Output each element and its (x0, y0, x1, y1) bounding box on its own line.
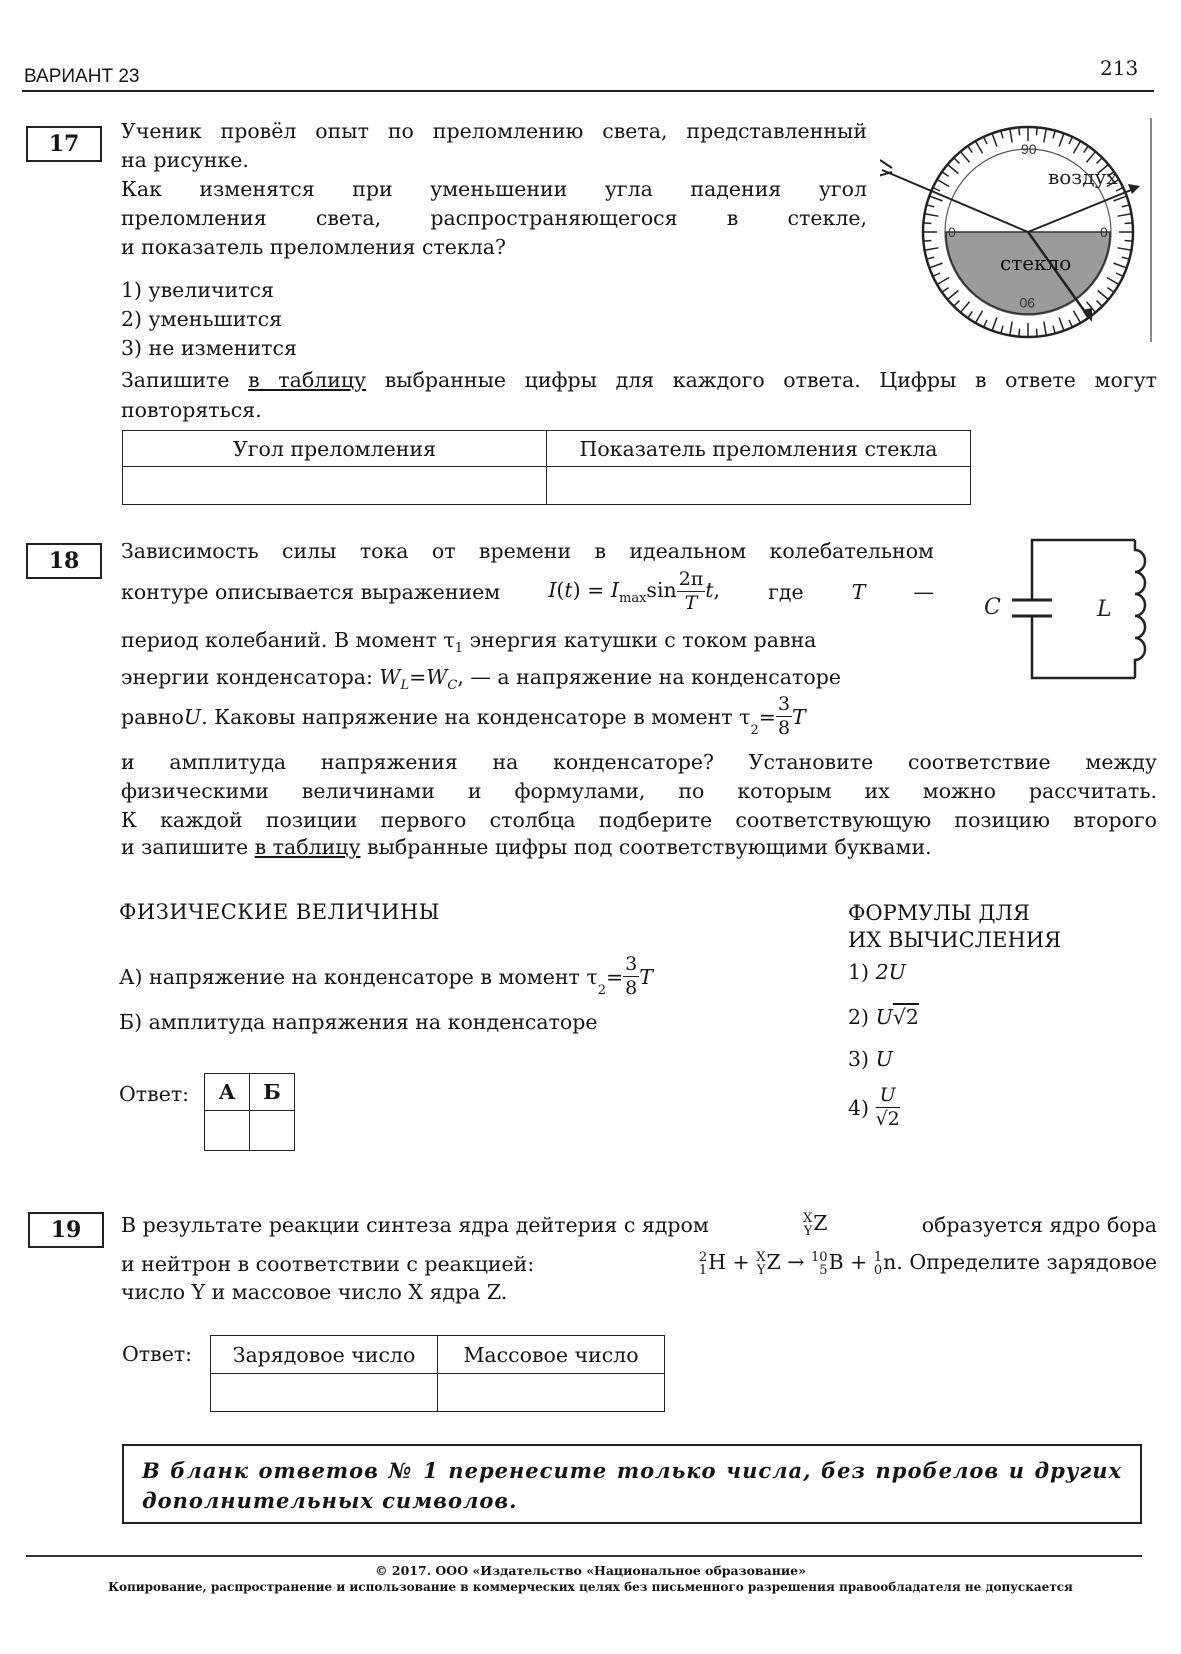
q18-line2: контуре описывается выражением $I(t) = I_{max}\sin$ $\frac{2\pi}{T}$ t, где T — (121, 568, 934, 614)
protractor-tick (1086, 152, 1095, 163)
protractor-tick (1044, 129, 1046, 143)
protractor-tick (961, 302, 970, 313)
current-formula: $I(t) = I_{max}\sin$ $\frac{2\pi}{T}$ t, (548, 568, 721, 614)
q17-instruction-line2: повторяться. (121, 398, 262, 422)
question-19-number: 19 (28, 1212, 104, 1248)
q18-para-line3: К каждой позиции первого столбца подберите соответствующую позицию второго (121, 808, 1157, 832)
protractor-tick (992, 318, 997, 331)
mark-0-right: 0 (1100, 224, 1108, 240)
reflected-ray-arrow (1128, 184, 1140, 194)
protractor-tick (1074, 311, 1081, 323)
q18-line5: равно U . Каковы напряжение на конденсаторе в момент τ $_2$ = $\frac{3}{8}$ T (121, 693, 806, 739)
air-label: воздух (1048, 165, 1118, 189)
glass-label: стекло (1000, 251, 1072, 275)
q17-header-angle: Угол преломления (123, 431, 547, 467)
q18-line3: период колебаний. В момент $\tau_1$ энергия катушки с током равна (121, 628, 817, 657)
variant-title: ВАРИАНТ 23 (24, 66, 140, 87)
reflected-ray (1028, 188, 1136, 232)
protractor-tick (1114, 263, 1127, 268)
protractor-tick (948, 165, 959, 174)
capacitor-label: C (984, 595, 1001, 620)
protractor-tick (1044, 322, 1046, 336)
protractor-tick (937, 180, 949, 187)
protractor-tick (976, 141, 983, 153)
footer-divider (26, 1555, 1142, 1557)
refraction-diagram (880, 120, 1148, 350)
q19-header-charge: Зарядовое число (211, 1336, 438, 1374)
protractor-tick (929, 196, 942, 201)
q18-item-a: А) напряжение на конденсаторе в момент τ $_2$ = $\frac{3}{8}$ T (119, 953, 653, 999)
protractor-tick (1010, 129, 1012, 143)
q18-col1-heading: ФИЗИЧЕСКИЕ ВЕЛИЧИНЫ (119, 900, 440, 924)
q17-answer-table (122, 430, 971, 505)
q19-line2: и нейтрон в соответствии с реакцией: 2 1 H + X Y Z → 10 5 B + 1 0 n. Определите зарядовое (121, 1250, 1157, 1278)
nuclear-reaction-equation: 2 1 H + X Y Z → 10 5 B + 1 0 n. Определите зарядовое (698, 1250, 1157, 1278)
q18-para-line2: физическими величинами и формулами, по которым их можно рассчитать. (121, 779, 1157, 803)
q17-question-line1: Как изменятся при уменьшении угла падения угол (121, 177, 867, 201)
q17-intro-line1: Ученик провёл опыт по преломлению света, представленный (121, 119, 867, 143)
protractor-tick (1098, 290, 1109, 299)
q19-answer-table (210, 1335, 665, 1412)
answer-form-note: В бланк ответов № 1 перенесите только числа, без пробелов и других дополнительных символов. (122, 1444, 1142, 1524)
q18-col2-heading: ФОРМУЛЫ ДЛЯ ИХ ВЫЧИСЛЕНИЯ (848, 901, 1062, 952)
protractor-tick (1118, 248, 1132, 250)
footer-notice: Копирование, распространение и использование в коммерческих целях без письменного разрешения правообладателя не допускается (108, 1580, 1073, 1594)
q18-para-line4: и запишите в таблицу выбранные цифры под соответствующими буквами. (121, 835, 932, 859)
q17-option-2: 2) уменьшится (121, 307, 282, 331)
q18-para-line1: и амплитуда напряжения на конденсаторе? Установите соответствие между (121, 750, 1157, 774)
protractor-tick (1118, 214, 1132, 216)
q17-instruction: Запишите в таблицу выбранные цифры для каждого ответа. Цифры в ответе могут (121, 368, 1157, 392)
protractor-tick (1074, 141, 1081, 153)
inductor-label: L (1097, 597, 1112, 622)
formula-1: 1) 2U (848, 960, 906, 984)
mark-90-bottom: 90 (1019, 295, 1035, 311)
mark-0-left: 0 (948, 224, 956, 240)
page-number: 213 (1100, 56, 1139, 80)
figure-edge (1150, 118, 1152, 342)
q17-intro-line2: на рисунке. (121, 148, 249, 172)
protractor-tick (948, 290, 959, 299)
q19-answer-cell-mass[interactable] (438, 1374, 665, 1412)
q17-answer-cell-index[interactable] (547, 467, 971, 505)
formula-3: 3) U (848, 1047, 893, 1071)
footer-copyright: © 2017. ООО «Издательство «Национальное образование» (375, 1563, 806, 1578)
circuit-wire-bottom (1032, 616, 1135, 678)
q18-line4: энергии конденсатора: $W_L=W_C$, — а напряжение на конденсаторе (121, 665, 841, 694)
q18-answer-label: Ответ: (119, 1082, 190, 1106)
protractor-tick (1010, 322, 1012, 336)
protractor-tick (925, 214, 939, 216)
q18-answer-cell-b[interactable] (250, 1111, 295, 1151)
protractor-tick (992, 133, 997, 146)
question-17-number: 17 (26, 126, 102, 162)
circuit-wire-top (1032, 540, 1135, 600)
protractor-tick (925, 248, 939, 250)
q17-option-1: 1) увеличится (121, 278, 274, 302)
formula-4: 4) $\frac{U}{√2}$ (848, 1084, 900, 1130)
q17-option-3: 3) не изменится (121, 336, 297, 360)
q19-line1: В результате реакции синтеза ядра дейтерия с ядром X Y Z образуется ядро бора (121, 1211, 1157, 1239)
incident-ray (882, 170, 1028, 232)
q17-answer-cell-angle[interactable] (123, 467, 547, 505)
q17-question-line2: преломления света, распространяющегося в стекле, (121, 206, 867, 230)
q18-item-b: Б) амплитуда напряжения на конденсаторе (119, 1010, 598, 1034)
q18-line1: Зависимость силы тока от времени в идеальном колебательном (121, 539, 934, 563)
q17-question-line3: и показатель преломления стекла? (121, 235, 506, 259)
q18-answer-table (204, 1073, 295, 1151)
q17-instruction-link: в таблицу (248, 368, 367, 392)
q19-line3: число Y и массовое число X ядра Z. (121, 1280, 508, 1304)
lc-circuit-diagram (980, 536, 1150, 684)
q19-answer-cell-charge[interactable] (211, 1374, 438, 1412)
protractor-tick (961, 152, 970, 163)
q18-answer-cell-a[interactable] (205, 1111, 250, 1151)
protractor-tick (1107, 278, 1119, 285)
q17-header-index: Показатель преломления стекла (547, 431, 971, 467)
header-divider (22, 90, 1154, 92)
question-18-number: 18 (26, 543, 102, 579)
formula-2: 2) U√2 (848, 1005, 919, 1029)
protractor-tick (1059, 133, 1064, 146)
q19-header-mass: Массовое число (438, 1336, 665, 1374)
q19-answer-label: Ответ: (122, 1342, 193, 1366)
protractor-tick (937, 278, 949, 285)
inductor-coil (1135, 540, 1145, 678)
protractor-tick (929, 263, 942, 268)
protractor-tick (976, 311, 983, 323)
q18-answer-header-b: Б (250, 1074, 295, 1111)
mark-90-top: 90 (1021, 141, 1037, 157)
protractor-tick (1059, 318, 1064, 331)
q18-answer-header-a: А (205, 1074, 250, 1111)
